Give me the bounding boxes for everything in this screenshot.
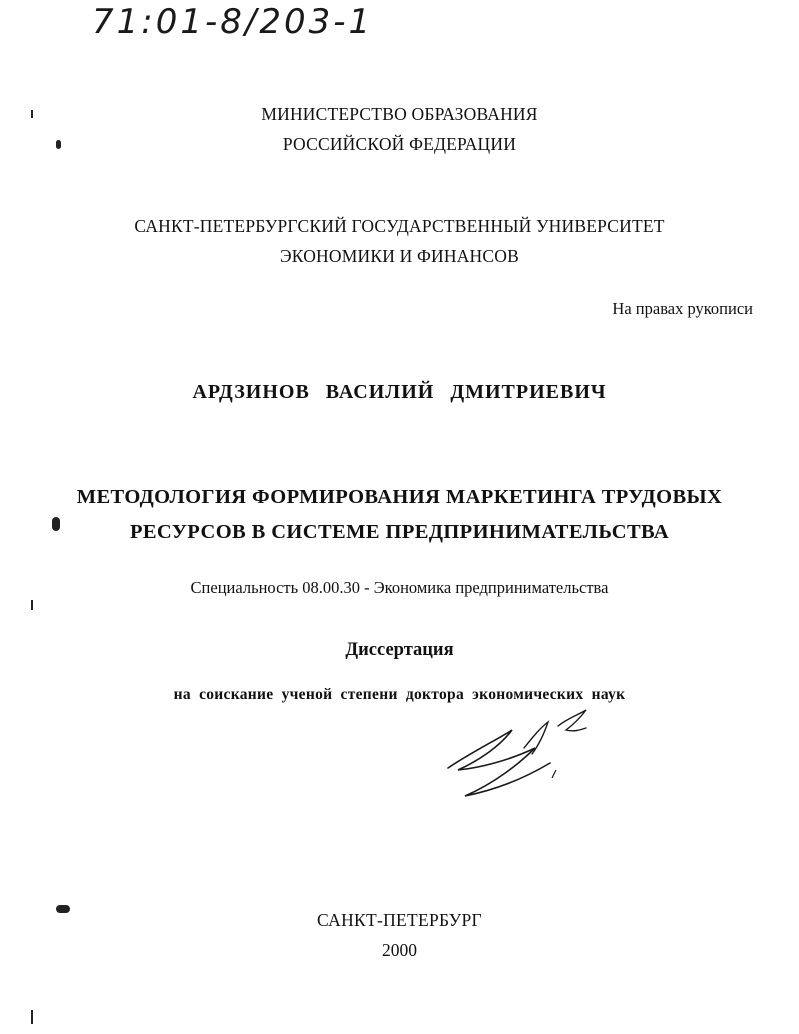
handwritten-catalog-code: 71:01-8/203-1 <box>92 2 374 42</box>
manuscript-rights-note: На правах рукописи <box>612 299 753 318</box>
scan-speck <box>56 905 70 913</box>
scan-speck <box>52 517 60 531</box>
dissertation-title-line-1: МЕТОДОЛОГИЯ ФОРМИРОВАНИЯ МАРКЕТИНГА ТРУДОВЫХ <box>76 486 723 508</box>
specialty-line: Специальность 08.00.30 - Экономика предпринимательства <box>190 578 609 597</box>
scan-speck <box>31 600 33 610</box>
scan-speck <box>56 140 61 149</box>
author-name: АРДЗИНОВ ВАСИЛИЙ ДМИТРИЕВИЧ <box>192 381 607 403</box>
signature-scribble <box>440 708 600 808</box>
document-type: Диссертация <box>345 640 454 660</box>
scan-speck <box>31 110 33 118</box>
university-line-1: САНКТ-ПЕТЕРБУРГСКИЙ ГОСУДАРСТВЕННЫЙ УНИВЕРСИТЕТ <box>134 216 665 236</box>
scan-speck <box>31 1010 33 1024</box>
year-line: 2000 <box>382 940 417 960</box>
dissertation-title-line-2: РЕСУРСОВ В СИСТЕМЕ ПРЕДПРИНИМАТЕЛЬСТВА <box>129 521 670 543</box>
degree-line: на соискание ученой степени доктора экономических наук <box>173 686 626 703</box>
ministry-line-2: РОССИЙСКОЙ ФЕДЕРАЦИИ <box>282 134 517 154</box>
city-line: САНКТ-ПЕТЕРБУРГ <box>317 910 482 930</box>
university-line-2: ЭКОНОМИКИ И ФИНАНСОВ <box>280 246 519 266</box>
ministry-line-1: МИНИСТЕРСТВО ОБРАЗОВАНИЯ <box>261 104 538 124</box>
